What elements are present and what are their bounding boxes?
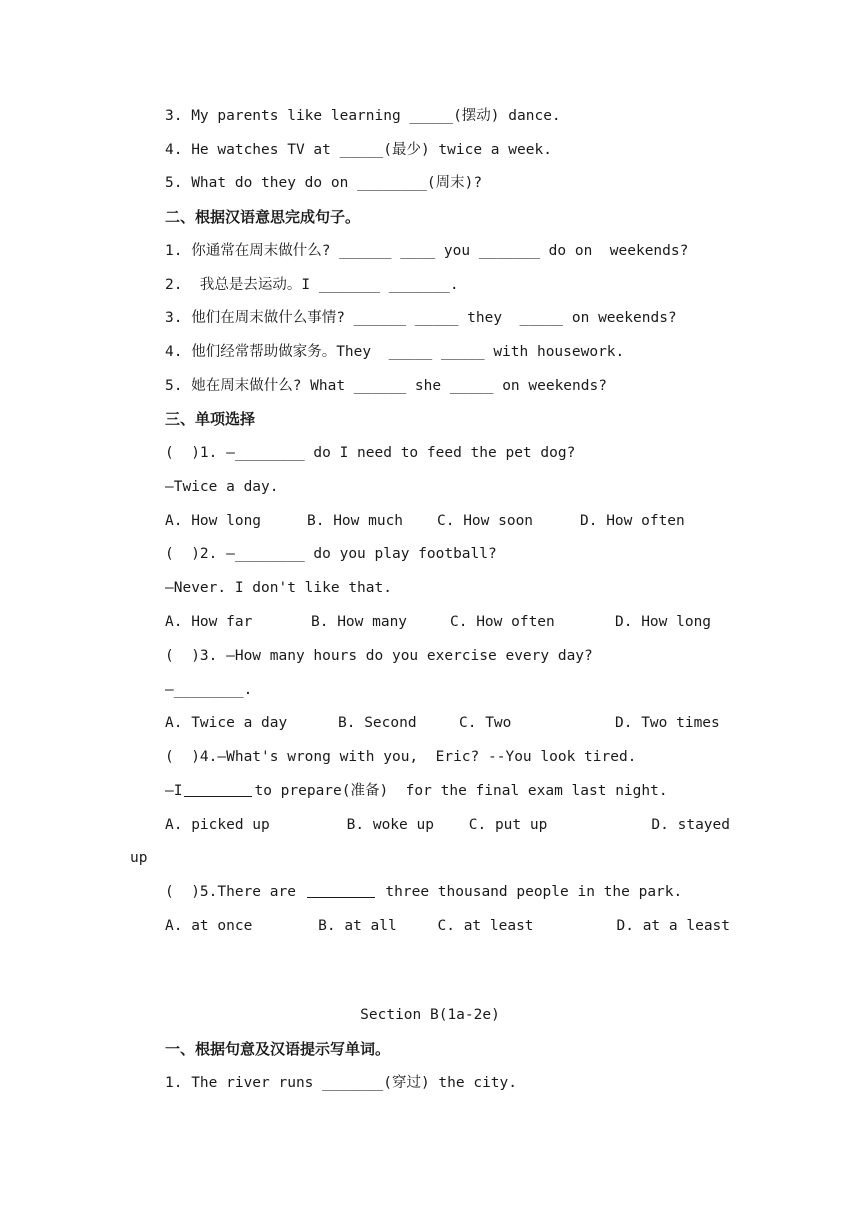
q1-option-b: B. How much [307,513,404,529]
q4-option-d: D. stayed [651,817,730,833]
q1-option-c: C. How soon [437,513,534,529]
q4-option-b: B. woke up [346,817,434,833]
q5-stem-prefix: ( )5.There are [165,884,296,900]
q5-blank [307,883,375,898]
fill-line-5: 5. What do they do on ________(周末)? [165,175,483,191]
q5-stem-suffix: three thousand people in the park. [385,884,683,900]
q3-option-a: A. Twice a day [165,715,288,731]
q3-option-c: C. Two [459,715,512,731]
q3-stem: ( )3. —How many hours do you exercise every day? [165,648,593,664]
q1-option-d: D. How often [580,513,685,529]
section2-line-1: 1. 你通常在周末做什么? ______ ____ you _______ do on weekends? [165,243,689,259]
q3-option-d: D. Two times [615,715,720,731]
fill-line-3: 3. My parents like learning _____(摆动) dance. [165,108,561,124]
section2-line-3: 3. 他们在周末做什么事情? ______ _____ they _____ on weekends? [165,310,677,326]
q4-answer-suffix: to prepare(准备) for the final exam last night. [254,783,668,799]
q4-stem: ( )4.—What's wrong with you, Eric? --You look tired. [165,749,637,765]
section-b-heading: 一、根据句意及汉语提示写单词。 [165,1040,391,1058]
q4-option-a: A. picked up [165,817,270,833]
q1-option-a: A. How long [165,513,262,529]
q2-answer: —Never. I don't like that. [165,580,392,596]
q3-answer: —________. [165,682,253,698]
q2-option-c: C. How often [450,614,555,630]
q3-option-b: B. Second [338,715,417,731]
q5-options [165,916,730,936]
fill-line-4: 4. He watches TV at _____(最少) twice a week. [165,142,552,158]
section2-line-4: 4. 他们经常帮助做家务。They _____ _____ with housework. [165,344,625,360]
q4-option-c: C. put up [468,817,548,833]
section3-heading: 三、单项选择 [165,410,256,428]
q5-option-b: B. at all [318,918,397,934]
q1-answer: —Twice a day. [165,479,279,495]
section-b-line-1: 1. The river runs _______(穿过) the city. [165,1075,518,1091]
q2-option-a: A. How far [165,614,253,630]
q5-option-a: A. at once [165,918,253,934]
q5-option-d: D. at a least [616,918,731,934]
q4-blank [184,782,252,797]
q1-stem: ( )1. —________ do I need to feed the pet dog? [165,445,576,461]
section2-line-2: 2. 我总是去运动。I _______ _______. [165,277,459,293]
q4-answer [165,781,668,801]
q4-answer-prefix: —I [165,783,183,799]
q2-options [165,612,730,632]
q1-options [165,511,730,531]
section2-line-5: 5. 她在周末做什么? What ______ she _____ on weekends? [165,378,607,394]
q2-option-b: B. How many [311,614,408,630]
q2-option-d: D. How long [615,614,712,630]
q5-option-c: C. at least [437,918,534,934]
section2-heading: 二、根据汉语意思完成句子。 [165,208,361,226]
q2-stem: ( )2. —________ do you play football? [165,546,497,562]
q4-options [165,815,730,835]
section-b-title: Section B(1a-2e) [360,1007,500,1023]
q3-options [165,713,730,733]
q5-stem [165,882,682,902]
q4-wrap-text: up [130,850,148,866]
